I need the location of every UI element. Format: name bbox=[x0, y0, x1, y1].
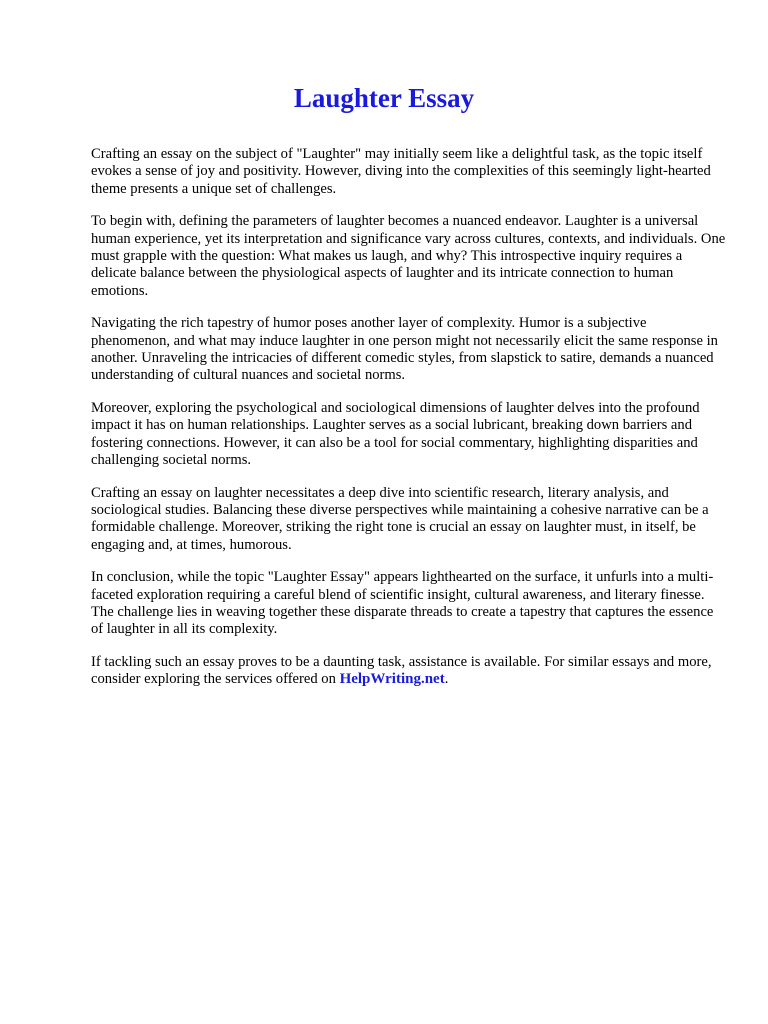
paragraph-defining-laughter: To begin with, defining the parameters of laughter becomes a nuanced endeavor. Laughter is a universal human experience, yet its interpretation and significance vary across cultures, contexts, and individuals. One must grapple with the question: What makes us laugh, and why? This introspective inquiry requires a delicate balance between the physiological aspects of laughter and its intricate connection to human emotions. bbox=[91, 213, 726, 299]
paragraph-conclusion: In conclusion, while the topic "Laughter Essay" appears lighthearted on the surface, it unfurls into a multi-faceted exploration requiring a careful blend of scientific insight, cultural awareness, and literary finesse. The challenge lies in weaving together these disparate threads to create a tapestry that captures the essence of laughter in all its complexity. bbox=[91, 569, 714, 638]
paragraph-humor-complexity: Navigating the rich tapestry of humor poses another layer of complexity. Humor is a subjective phenomenon, and what may induce laughter in one person might not necessarily elicit the same response in another. Unraveling the intricacies of different comedic styles, from slapstick to satire, demands a nuanced understanding of cultural nuances and societal norms. bbox=[91, 315, 718, 384]
assistance-suffix: . bbox=[444, 671, 449, 688]
paragraph-intro: Crafting an essay on the subject of "Laughter" may initially seem like a delightful task, as the topic itself evokes a sense of joy and positivity. However, diving into the complexities of this seemingly light-hearted theme presents a unique set of challenges. bbox=[91, 146, 711, 197]
paragraph-research: Crafting an essay on laughter necessitates a deep dive into scientific research, literary analysis, and sociological studies. Balancing these diverse perspectives while maintaining a cohesive narrative can be a formidable challenge. Moreover, striking the right tone is crucial an essay on laughter must, in itself, be engaging and, at times, humorous. bbox=[91, 484, 709, 553]
essay-body bbox=[91, 146, 727, 704]
helpwriting-link[interactable]: HelpWriting.net bbox=[339, 671, 445, 688]
paragraph-assistance bbox=[91, 654, 727, 689]
assistance-text: If tackling such an essay proves to be a daunting task, assistance is available. For similar essays and more, consider exploring the services offered on bbox=[91, 653, 712, 688]
page-title: Laughter Essay bbox=[293, 83, 475, 113]
paragraph-psychological-dimensions: Moreover, exploring the psychological and sociological dimensions of laughter delves into the profound impact it has on human relationships. Laughter serves as a social lubricant, breaking down barriers and fostering connections. However, it can also be a tool for social commentary, highlighting disparities and challenging societal norms. bbox=[91, 399, 700, 469]
